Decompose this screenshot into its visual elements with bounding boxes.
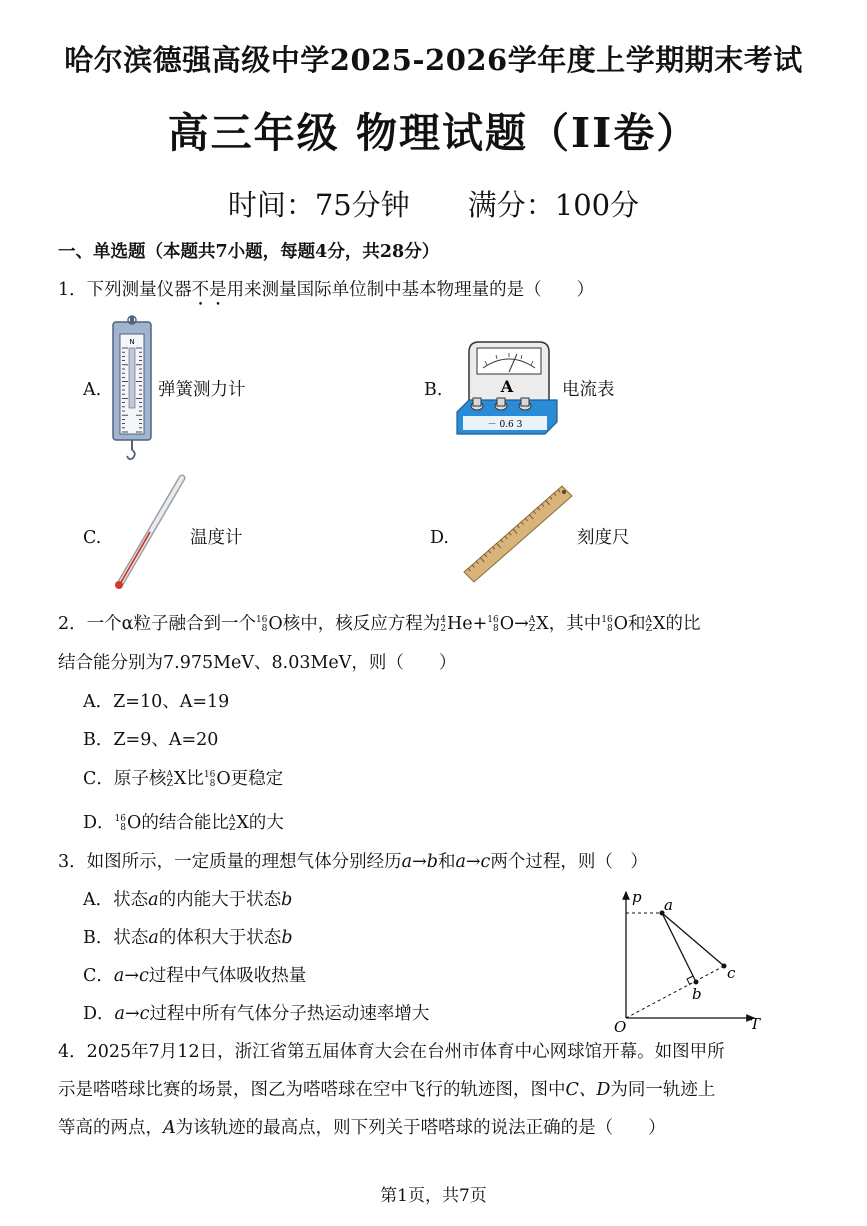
q1-option-a-text: 弹簧测力计 bbox=[158, 380, 246, 400]
point-b-label: b bbox=[692, 985, 702, 1003]
ammeter-label: A bbox=[500, 377, 514, 396]
origin-label: O bbox=[614, 1018, 627, 1036]
question-3-stem: 3．如图所示，一定质量的理想气体分别经历a→b和a→c两个过程，则（ ） bbox=[58, 852, 648, 872]
exam-time: 时间：75分钟 bbox=[227, 188, 410, 222]
o16-nuclide-index: 16 8 bbox=[487, 614, 499, 634]
o16-nuclide-index: 16 8 bbox=[255, 614, 268, 634]
ammeter-terminal-labels: － 0.6 3 bbox=[487, 420, 523, 430]
section-heading: 一、单选题（本题共7小题，每题4分，共28分） bbox=[58, 242, 440, 262]
ammeter-image bbox=[455, 338, 559, 438]
q1-option-c-text: 温度计 bbox=[190, 528, 243, 548]
emphasis-not: 不是 bbox=[191, 280, 227, 300]
q2-option-b: B．Z=9、A=20 bbox=[83, 730, 219, 750]
ruler-image bbox=[462, 484, 574, 588]
p-axis-label: p bbox=[632, 888, 642, 906]
question-2-stem-line1: 2．一个α粒子融合到一个 16 8 O核中，核反应方程为 4 2 He+ 16 8 O→ A Z X，其中 16 8 O和 A Z X的比 bbox=[58, 614, 701, 634]
spring-scale-image bbox=[110, 316, 156, 462]
point-c bbox=[722, 964, 727, 969]
question-4-line1: 4．2025年7月12日，浙江省第五届体育大会在台州市体育中心网球馆开幕。如图甲所 bbox=[58, 1042, 725, 1062]
t-axis-label: T bbox=[750, 1015, 761, 1033]
q1-option-d-text: 刻度尺 bbox=[577, 528, 630, 548]
q1-option-a-letter: A. bbox=[83, 380, 102, 400]
x-nuclide-index: A Z bbox=[528, 614, 536, 634]
exam-time-score bbox=[0, 183, 867, 224]
q2-option-d: D． 16 8 O的结合能比 A Z X的大 bbox=[83, 813, 284, 833]
q3-option-d: D．a→c过程中所有气体分子热运动速率增大 bbox=[83, 1004, 430, 1024]
o16-nuclide-index: 16 8 bbox=[114, 813, 126, 833]
x-nuclide-index: A Z bbox=[228, 813, 236, 833]
point-a-label: a bbox=[664, 896, 673, 914]
isochore-dashed-line bbox=[626, 966, 724, 1018]
question-2-stem-line2: 结合能分别为7.975MeV、8.03MeV，则（ ） bbox=[58, 653, 457, 673]
spring-scale-unit: N bbox=[129, 338, 135, 346]
point-c-label: c bbox=[727, 964, 736, 982]
o16-nuclide-index: 16 8 bbox=[601, 614, 613, 634]
process-a-c bbox=[662, 913, 724, 966]
q1-option-b-text: 电流表 bbox=[562, 380, 615, 400]
question-4-line2: 示是嗒嗒球比赛的场景，图乙为嗒嗒球在空中飞行的轨迹图，图中C、D为同一轨迹上 bbox=[58, 1080, 716, 1100]
point-b bbox=[694, 980, 699, 985]
q3-option-b: B．状态a的体积大于状态b bbox=[83, 928, 293, 948]
q3-option-c: C．a→c过程中气体吸收热量 bbox=[83, 966, 307, 986]
thermometer-image bbox=[110, 474, 190, 594]
q1-option-d-letter: D. bbox=[430, 528, 449, 548]
q2-option-a: A．Z=10、A=19 bbox=[83, 692, 230, 712]
exam-school-title: 哈尔滨德强高级中学2025-2026学年度上学期期末考试 bbox=[64, 43, 803, 77]
question-4-line3: 等高的两点，A为该轨迹的最高点，则下列关于嗒嗒球的说法正确的是（ ） bbox=[58, 1118, 666, 1138]
q1-option-c-letter: C. bbox=[83, 528, 102, 548]
question-1-stem: 1．下列测量仪器不是用来测量国际单位制中基本物理量的是（ ） bbox=[58, 280, 595, 300]
o16-nuclide-index: 16 8 bbox=[203, 769, 216, 789]
p-t-graph bbox=[612, 886, 772, 1034]
q3-option-a: A．状态a的内能大于状态b bbox=[83, 890, 293, 910]
he4-nuclide-index: 4 2 bbox=[440, 614, 446, 634]
exam-full-score: 满分：100分 bbox=[467, 188, 640, 222]
exam-subject-title: 高三年级 物理试题（II卷） bbox=[167, 109, 700, 157]
q1-option-b-letter: B. bbox=[424, 380, 443, 400]
x-nuclide-index: A Z bbox=[166, 769, 173, 789]
page-number: 第1页，共7页 bbox=[380, 1186, 487, 1206]
q2-option-c: C．原子核 A Z X比 16 8 O更稳定 bbox=[83, 769, 284, 789]
x-nuclide-index: A Z bbox=[645, 614, 653, 634]
process-a-b bbox=[662, 913, 696, 982]
